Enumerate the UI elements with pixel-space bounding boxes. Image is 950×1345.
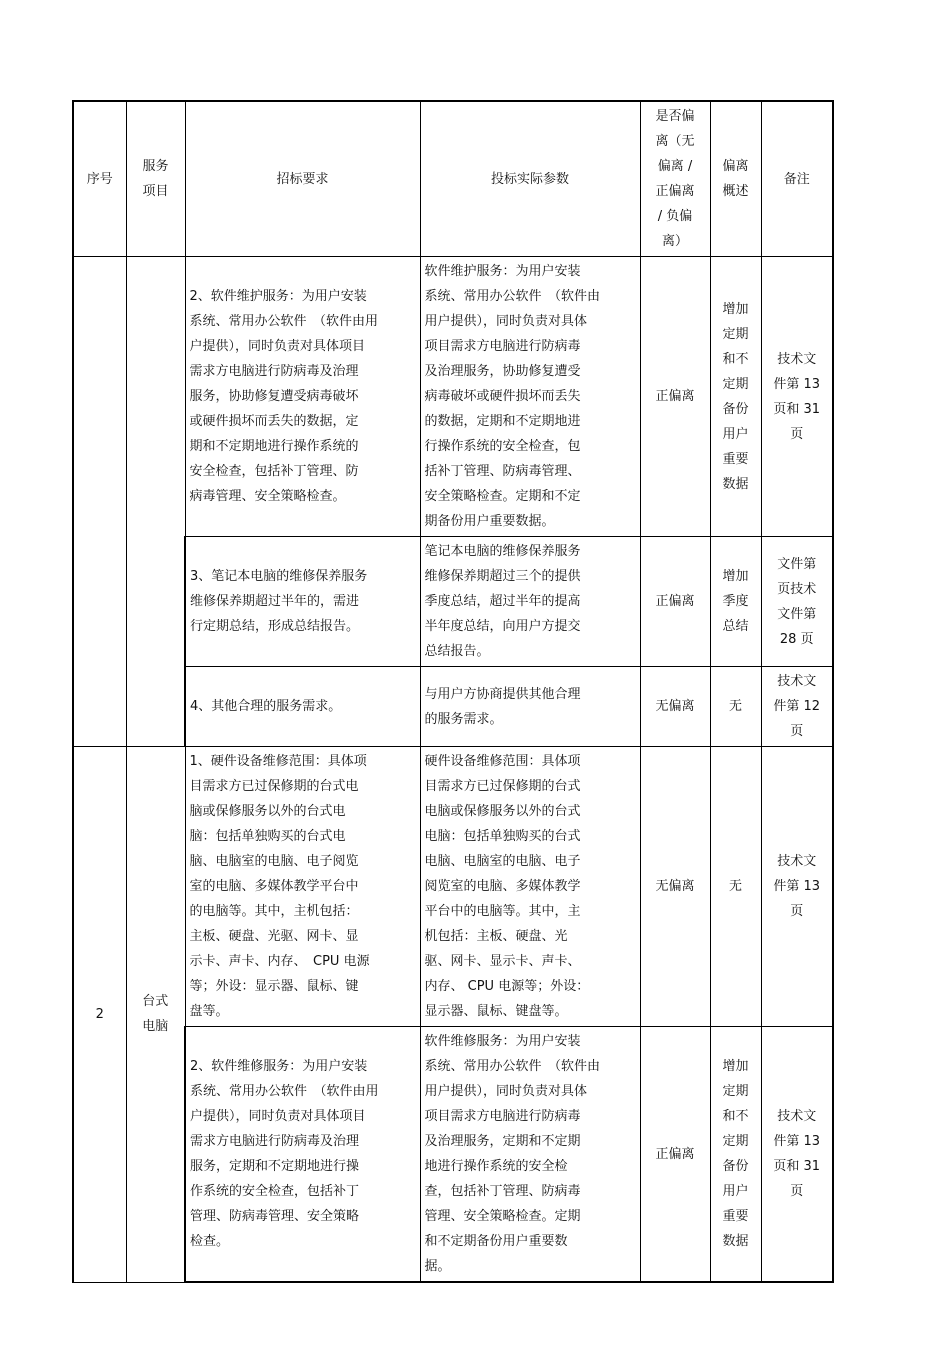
response-cell: 笔记本电脑的维修保养服务 维修保养期超过三个的提供 季度总结，超过半年的提高 半年度总结，向用户方提交 总结报告。	[420, 537, 640, 667]
summary-cell: 增加 定期 和不 定期 备份 用户 重要 数据	[710, 1027, 761, 1283]
table-row	[73, 537, 833, 667]
header-remark: 备注	[761, 101, 833, 257]
service-cell	[126, 257, 185, 747]
header-requirement: 招标要求	[185, 101, 420, 257]
table-row	[73, 257, 833, 537]
header-seq: 序号	[73, 101, 126, 257]
header-response: 投标实际参数	[420, 101, 640, 257]
deviation-cell: 正偏离	[640, 257, 710, 537]
summary-cell: 无	[710, 667, 761, 747]
response-cell: 软件维护服务：为用户安装 系统、常用办公软件 （软件由 用户提供），同时负责对具体 项目需求方电脑进行防病毒 及治理服务，协助修复遭受 病毒破坏或硬件损坏而丢失 的数据，定期和不定期地进 行操作系统的安全检查，包 括补丁管理、防病毒管理、 安全策略检查。定期和不定 期备份用户重要数据。	[420, 257, 640, 537]
table-row	[73, 667, 833, 747]
header-service: 服务 项目	[126, 101, 185, 257]
seq-cell: 2	[73, 747, 126, 1283]
deviation-cell: 无偏离	[640, 747, 710, 1027]
deviation-cell: 正偏离	[640, 1027, 710, 1283]
header-summary: 偏离 概述	[710, 101, 761, 257]
deviation-cell: 正偏离	[640, 537, 710, 667]
summary-cell: 无	[710, 747, 761, 1027]
table-header-row	[73, 101, 833, 257]
response-cell: 软件维修服务：为用户安装 系统、常用办公软件 （软件由 用户提供），同时负责对具体 项目需求方电脑进行防病毒 及治理服务，定期和不定期 地进行操作系统的安全检 查，包括补丁管理、防病毒 管理、安全策略检查。定期 和不定期备份用户重要数 据。	[420, 1027, 640, 1283]
response-cell: 与用户方协商提供其他合理 的服务需求。	[420, 667, 640, 747]
deviation-table	[72, 100, 834, 1283]
requirement-cell: 3、笔记本电脑的维修保养服务 维修保养期超过半年的，需进 行定期总结，形成总结报告。	[185, 537, 420, 667]
table-row	[73, 1027, 833, 1283]
response-cell: 硬件设备维修范围：具体项 目需求方已过保修期的台式 电脑或保修服务以外的台式 电脑：包括单独购买的台式 电脑、电脑室的电脑、电子 阅览室的电脑、多媒体教学 平台中的电脑等。其中，主 机包括：主板、硬盘、光 驱、网卡、显示卡、声卡、 内存、 CPU 电源等；外设： 显示器、鼠标、键盘等。	[420, 747, 640, 1027]
summary-cell: 增加 定期 和不 定期 备份 用户 重要 数据	[710, 257, 761, 537]
service-cell: 台式 电脑	[126, 747, 185, 1283]
requirement-cell: 1、硬件设备维修范围：具体项 目需求方已过保修期的台式电 脑或保修服务以外的台式电 脑：包括单独购买的台式电 脑、电脑室的电脑、电子阅览 室的电脑、多媒体教学平台中 的电脑等。其中，主机包括： 主板、硬盘、光驱、网卡、显 示卡、声卡、内存、 CPU 电源 等；外设：显示器、鼠标、键 盘等。	[185, 747, 420, 1027]
remark-cell: 技术文 件第 13 页	[761, 747, 833, 1027]
remark-cell: 文件第 页技术 文件第 28 页	[761, 537, 833, 667]
summary-cell: 增加 季度 总结	[710, 537, 761, 667]
seq-cell	[73, 257, 126, 747]
requirement-cell: 2、软件维护服务：为用户安装 系统、常用办公软件 （软件由用 户提供），同时负责对具体项目 需求方电脑进行防病毒及治理 服务，协助修复遭受病毒破坏 或硬件损坏而丢失的数据，定 期和不定期地进行操作系统的 安全检查，包括补丁管理、防 病毒管理、安全策略检查。	[185, 257, 420, 537]
requirement-cell: 2、软件维修服务：为用户安装 系统、常用办公软件 （软件由用 户提供），同时负责对具体项目 需求方电脑进行防病毒及治理 服务，定期和不定期地进行操 作系统的安全检查，包括补丁 管理、防病毒管理、安全策略 检查。	[185, 1027, 420, 1283]
deviation-cell: 无偏离	[640, 667, 710, 747]
table-row	[73, 747, 833, 1027]
remark-cell: 技术文 件第 12 页	[761, 667, 833, 747]
remark-cell: 技术文 件第 13 页和 31 页	[761, 257, 833, 537]
header-deviation: 是否偏 离（无 偏离 / 正偏离 / 负偏 离）	[640, 101, 710, 257]
requirement-cell: 4、其他合理的服务需求。	[185, 667, 420, 747]
remark-cell: 技术文 件第 13 页和 31 页	[761, 1027, 833, 1283]
